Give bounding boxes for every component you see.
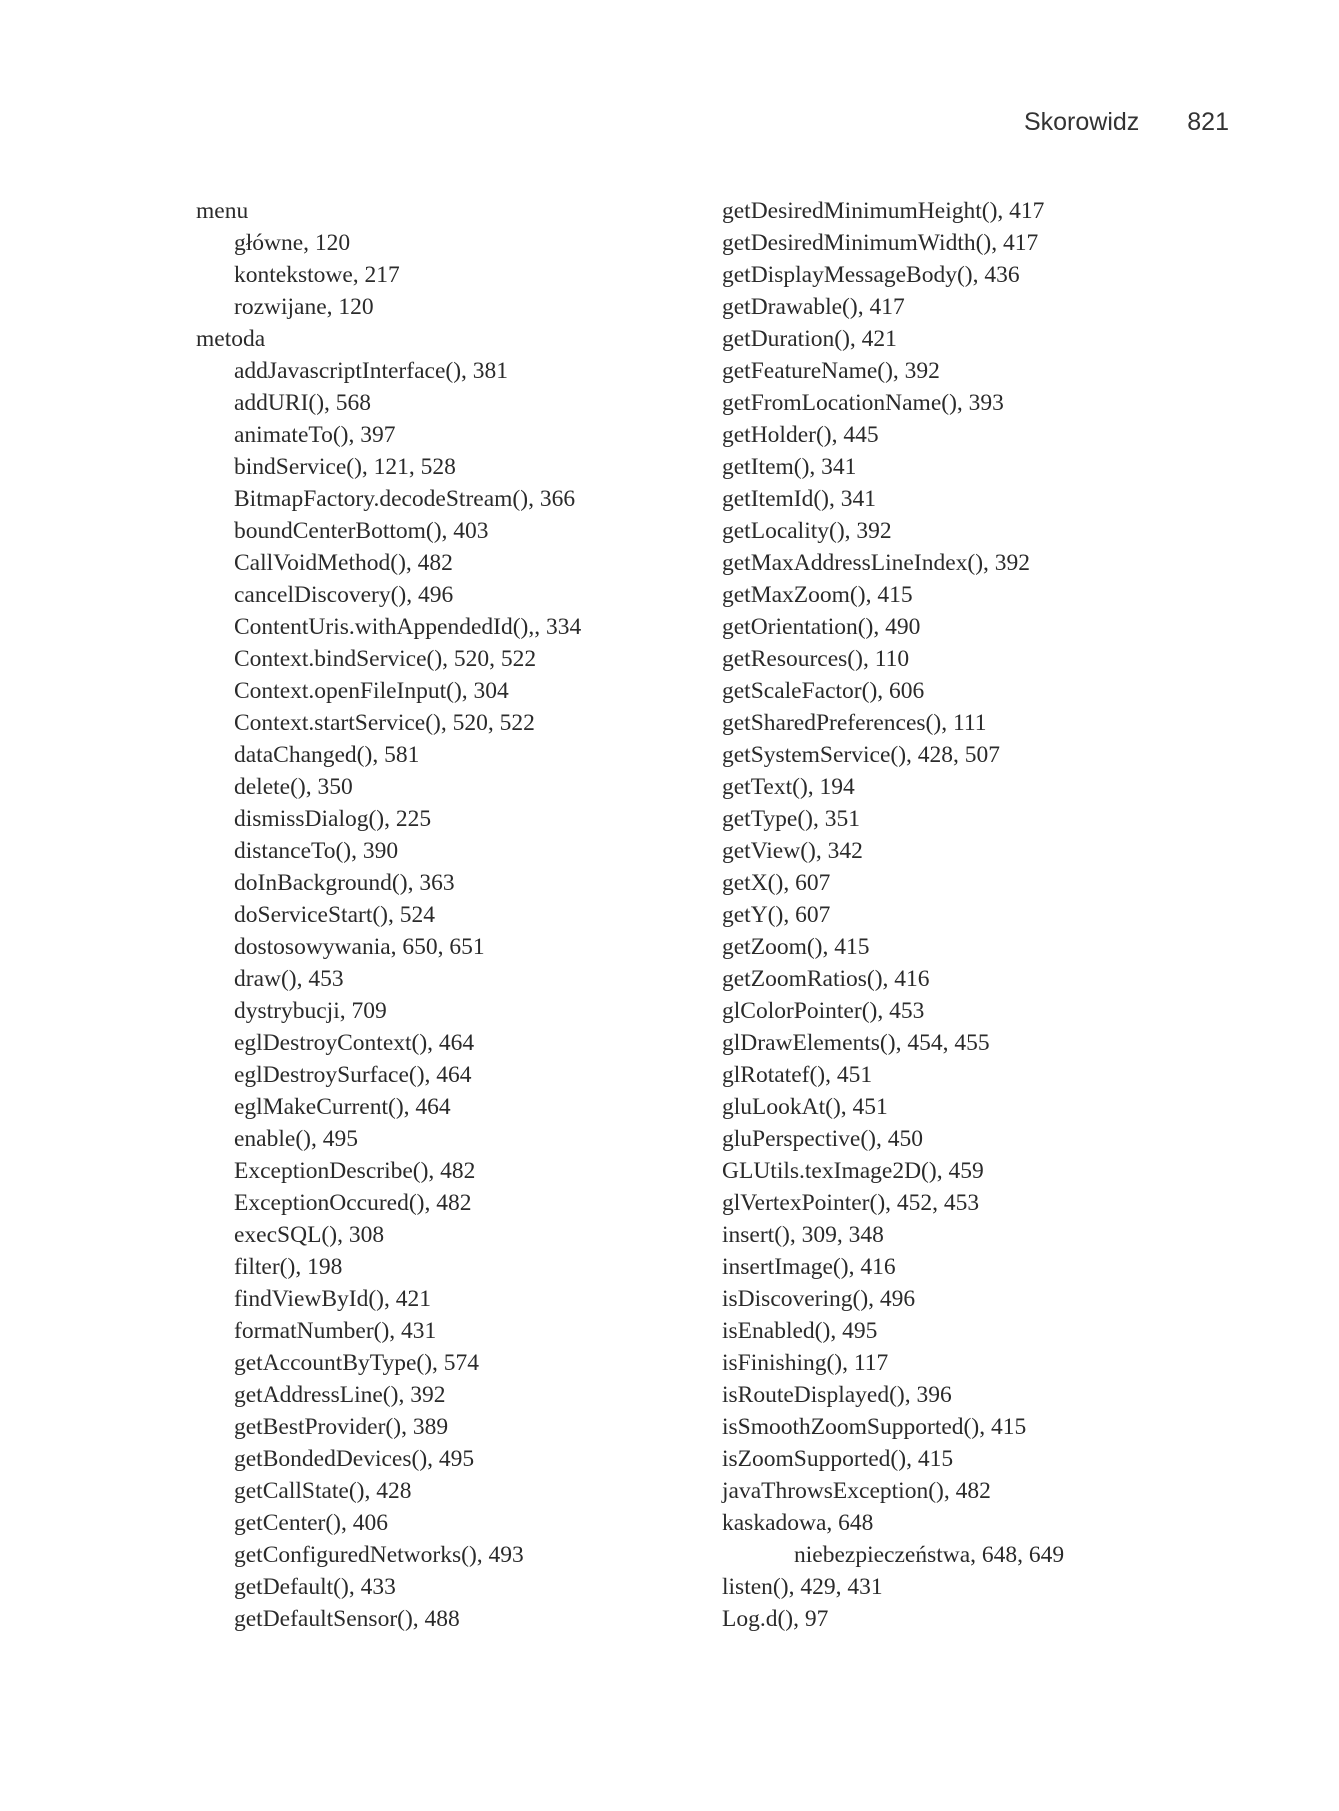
index-entry: isFinishing(), 117 xyxy=(722,1350,889,1376)
index-entry: isRouteDisplayed(), 396 xyxy=(722,1382,952,1408)
index-entry: getBestProvider(), 389 xyxy=(234,1414,449,1440)
index-entry: metoda xyxy=(196,326,266,352)
index-entry: ContentUris.withAppendedId(),, 334 xyxy=(234,614,582,640)
index-entry: getSharedPreferences(), 111 xyxy=(722,710,987,736)
index-entry: niebezpieczeństwa, 648, 649 xyxy=(794,1542,1065,1568)
index-entry: getText(), 194 xyxy=(722,774,855,800)
index-entry: gluPerspective(), 450 xyxy=(722,1126,924,1152)
index-entry: getOrientation(), 490 xyxy=(722,614,921,640)
index-entry: getMaxZoom(), 415 xyxy=(722,582,913,608)
index-entry: getCenter(), 406 xyxy=(234,1510,389,1536)
index-entry: animateTo(), 397 xyxy=(234,422,396,448)
index-entry: getView(), 342 xyxy=(722,838,863,864)
index-entry: getDesiredMinimumWidth(), 417 xyxy=(722,230,1039,256)
index-entry: getMaxAddressLineIndex(), 392 xyxy=(722,550,1031,576)
index-entry: glRotatef(), 451 xyxy=(722,1062,873,1088)
index-entry: listen(), 429, 431 xyxy=(722,1574,883,1600)
index-entry: getDefaultSensor(), 488 xyxy=(234,1606,460,1632)
index-entry: execSQL(), 308 xyxy=(234,1222,385,1248)
page-number: 821 xyxy=(1187,108,1229,136)
index-entry: ExceptionDescribe(), 482 xyxy=(234,1158,476,1184)
index-entry: insertImage(), 416 xyxy=(722,1254,896,1280)
index-entry: getCallState(), 428 xyxy=(234,1478,412,1504)
index-entry: getFeatureName(), 392 xyxy=(722,358,940,384)
index-entry: dismissDialog(), 225 xyxy=(234,806,432,832)
index-entry: kontekstowe, 217 xyxy=(234,262,400,288)
index-entry: getType(), 351 xyxy=(722,806,861,832)
index-entry: draw(), 453 xyxy=(234,966,344,992)
index-entry: getDisplayMessageBody(), 436 xyxy=(722,262,1020,288)
index-entry: CallVoidMethod(), 482 xyxy=(234,550,453,576)
index-entry: isZoomSupported(), 415 xyxy=(722,1446,954,1472)
index-entry: getDrawable(), 417 xyxy=(722,294,905,320)
index-entry: getDefault(), 433 xyxy=(234,1574,396,1600)
index-entry: boundCenterBottom(), 403 xyxy=(234,518,489,544)
index-entry: addURI(), 568 xyxy=(234,390,372,416)
index-entry: Context.openFileInput(), 304 xyxy=(234,678,509,704)
index-entry: ExceptionOccured(), 482 xyxy=(234,1190,472,1216)
index-entry: delete(), 350 xyxy=(234,774,353,800)
index-entry: menu xyxy=(196,198,249,224)
index-entry: doInBackground(), 363 xyxy=(234,870,455,896)
section-title: Skorowidz xyxy=(1023,108,1140,136)
index-entry: glDrawElements(), 454, 455 xyxy=(722,1030,990,1056)
index-entry: getItem(), 341 xyxy=(722,454,857,480)
index-entry: findViewById(), 421 xyxy=(234,1286,431,1312)
index-entry: getY(), 607 xyxy=(722,902,831,928)
index-entry: isEnabled(), 495 xyxy=(722,1318,878,1344)
index-entry: javaThrowsException(), 482 xyxy=(722,1478,991,1504)
index-entry: glVertexPointer(), 452, 453 xyxy=(722,1190,980,1216)
index-entry: gluLookAt(), 451 xyxy=(722,1094,888,1120)
index-entry: getResources(), 110 xyxy=(722,646,910,672)
index-entry: getScaleFactor(), 606 xyxy=(722,678,925,704)
index-entry: doServiceStart(), 524 xyxy=(234,902,436,928)
index-entry: getLocality(), 392 xyxy=(722,518,892,544)
index-entry: distanceTo(), 390 xyxy=(234,838,399,864)
index-entry: cancelDiscovery(), 496 xyxy=(234,582,454,608)
index-entry: rozwijane, 120 xyxy=(234,294,374,320)
index-entry: eglMakeCurrent(), 464 xyxy=(234,1094,451,1120)
index-entry: getZoom(), 415 xyxy=(722,934,870,960)
index-entry: GLUtils.texImage2D(), 459 xyxy=(722,1158,984,1184)
index-entry: dataChanged(), 581 xyxy=(234,742,420,768)
index-entry: Log.d(), 97 xyxy=(722,1606,829,1632)
index-entry: getX(), 607 xyxy=(722,870,831,896)
index-column-left xyxy=(196,195,696,1635)
index-entry: główne, 120 xyxy=(234,230,351,256)
index-entry: enable(), 495 xyxy=(234,1126,358,1152)
index-entry: getDesiredMinimumHeight(), 417 xyxy=(722,198,1045,224)
index-entry: getFromLocationName(), 393 xyxy=(722,390,1004,416)
index-entry: dystrybucji, 709 xyxy=(234,998,387,1024)
index-entry: getZoomRatios(), 416 xyxy=(722,966,930,992)
index-entry: insert(), 309, 348 xyxy=(722,1222,884,1248)
index-entry: eglDestroySurface(), 464 xyxy=(234,1062,472,1088)
index-entry: Context.startService(), 520, 522 xyxy=(234,710,535,736)
index-entry: kaskadowa, 648 xyxy=(722,1510,874,1536)
index-entry: isDiscovering(), 496 xyxy=(722,1286,916,1312)
index-entry: BitmapFactory.decodeStream(), 366 xyxy=(234,486,576,512)
index-entry: getItemId(), 341 xyxy=(722,486,877,512)
index-entry: filter(), 198 xyxy=(234,1254,343,1280)
index-entry: bindService(), 121, 528 xyxy=(234,454,456,480)
index-entry: getHolder(), 445 xyxy=(722,422,879,448)
index-entry: glColorPointer(), 453 xyxy=(722,998,925,1024)
index-entry: formatNumber(), 431 xyxy=(234,1318,437,1344)
running-head xyxy=(1024,108,1229,137)
index-entry: isSmoothZoomSupported(), 415 xyxy=(722,1414,1027,1440)
index-entry: getConfiguredNetworks(), 493 xyxy=(234,1542,524,1568)
index-entry: getSystemService(), 428, 507 xyxy=(722,742,1001,768)
index-entry: dostosowywania, 650, 651 xyxy=(234,934,485,960)
index-column-right xyxy=(722,195,1242,1635)
index-entry: getBondedDevices(), 495 xyxy=(234,1446,475,1472)
index-entry: getAccountByType(), 574 xyxy=(234,1350,480,1376)
index-entry: getAddressLine(), 392 xyxy=(234,1382,446,1408)
index-entry: eglDestroyContext(), 464 xyxy=(234,1030,475,1056)
index-entry: Context.bindService(), 520, 522 xyxy=(234,646,537,672)
index-entry: addJavascriptInterface(), 381 xyxy=(234,358,509,384)
index-entry: getDuration(), 421 xyxy=(722,326,897,352)
